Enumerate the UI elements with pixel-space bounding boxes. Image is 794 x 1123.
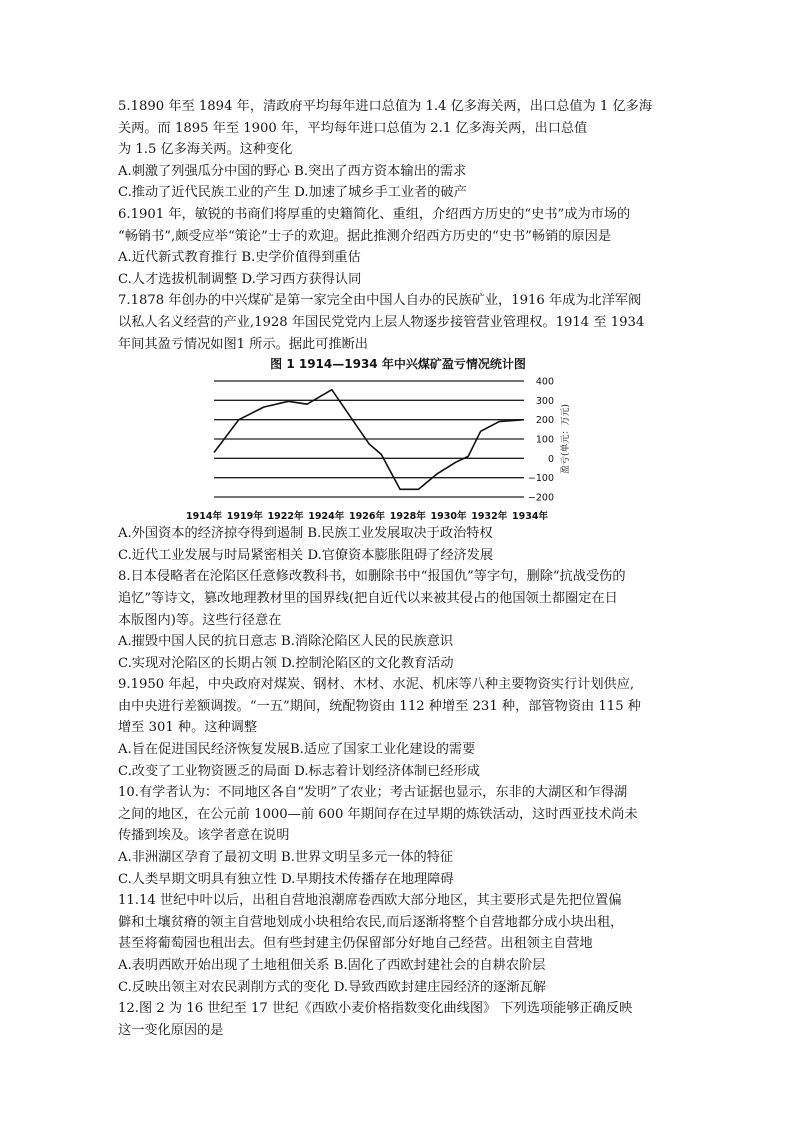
y-tick-label: −100 xyxy=(527,473,554,485)
answer-options-line: A.旨在促进国民经济恢复发展B.适应了国家工业化建设的需要 xyxy=(118,742,476,758)
y-tick-label: 0 xyxy=(547,453,554,465)
question-stem-line: 10.有学者认为：不同地区各自“发明”了农业；考古证据也显示，东非的大湖区和乍得湖 xyxy=(118,785,628,801)
question-stem-line: 8.日本侵略者在沦陷区任意修改教科书，如删除书中“报国仇”等字句，删除“抗战受伤的 xyxy=(118,569,626,585)
y-axis-label: 盈亏(单元：万元) xyxy=(561,404,571,475)
question-8 xyxy=(118,566,678,674)
answer-options-line: C.改变了工业物资匮乏的局面 D.标志着计划经济体制已经形成 xyxy=(118,763,480,779)
y-tick-label: 200 xyxy=(535,415,554,427)
y-tick-label: 400 xyxy=(535,376,554,388)
question-stem-line: 11.14 世纪中叶以后，出租自营地浪潮席卷西欧大部分地区，其主要形式是先把位置偏 xyxy=(118,893,622,909)
question-stem-line: 由中央进行差额调拨。“一五”期间，统配物资由 112 种增至 231 种，部管物资由 115 种 xyxy=(118,698,641,714)
answer-options-line: A.外国资本的经济掠夺得到遏制 B.民族工业发展取决于政治特权 xyxy=(118,526,493,542)
x-tick-label: 1934年 xyxy=(512,511,548,523)
question-stem-line: 本版图内)等。这些行径意在 xyxy=(118,612,282,628)
question-9 xyxy=(118,674,678,782)
question-stem-line: 传播到埃及。该学者意在说明 xyxy=(118,828,290,844)
figure-1-title: 图 1 1914—1934 年中兴煤矿盈亏情况统计图 xyxy=(270,357,526,372)
x-tick-label: 1914年 xyxy=(186,511,222,523)
answer-options-line: A.摧毁中国人民的抗日意志 B.消除沦陷区人民的民族意识 xyxy=(118,634,454,650)
y-tick-label: 300 xyxy=(535,395,554,407)
answer-options-line: C.反映出领主对农民剥削方式的变化 D.导致西欧封建庄园经济的逐渐瓦解 xyxy=(118,979,546,995)
answer-options-line: C.人才选拔机制调整 D.学习西方获得认同 xyxy=(118,271,362,287)
question-6 xyxy=(118,204,678,290)
question-stem-line: 7.1878 年创办的中兴煤矿是第一家完全由中国人自办的民族矿业，1916 年成为北洋军阀 xyxy=(118,293,642,309)
question-stem-line: 甚至将葡萄园也租出去。但有些封建主仍保留部分好地自己经营。出租领主自营地 xyxy=(118,936,593,952)
x-tick-label: 1928年 xyxy=(389,511,426,523)
profit-loss-line-chart xyxy=(186,373,652,523)
question-5 xyxy=(118,96,678,204)
x-tick-label: 1926年 xyxy=(349,511,385,523)
question-stem-line: 为 1.5 亿多海关两。这种变化 xyxy=(118,142,293,158)
question-stem-line: 这一变化原因的是 xyxy=(118,1022,224,1038)
question-stem-line: 5.1890 年至 1894 年，清政府平均每年进口总值为 1.4 亿多海关两，出口总值为 1 亿多海 xyxy=(118,99,653,114)
question-stem-line: 关两。而 1895 年至 1900 年，平均每年进口总值为 2.1 亿多海关两，出口总值 xyxy=(118,120,588,136)
question-stem-line: 僻和土壤贫瘠的领主自营地划成小块租给农民,而后逐渐将整个自营地都分成小块出租， xyxy=(118,914,624,930)
x-tick-label: 1924年 xyxy=(308,511,345,523)
answer-options-line: C.实现对沦陷区的长期占领 D.控制沦陷区的文化教育活动 xyxy=(118,655,454,671)
answer-options-line: A.近代新式教育推行 B.史学价值得到重估 xyxy=(118,250,361,266)
question-stem-line: 以私人名义经营的产业,1928 年国民党党内上层人物逐步接管营业管理权。1914 至 1934 xyxy=(118,314,645,330)
exam-page xyxy=(118,96,678,1041)
question-12 xyxy=(118,998,678,1041)
x-tick-label: 1932年 xyxy=(471,511,508,523)
question-stem-line: 9.1950 年起，中央政府对煤炭、钢材、木材、水泥、机床等八种主要物资实行计划供应, xyxy=(118,677,635,693)
answer-options-line: A.非洲湖区孕育了最初文明 B.世界文明呈多元一体的特征 xyxy=(118,850,454,866)
answer-options-line: C.近代工业发展与时局紧密相关 D.官僚资本膨胀阻碍了经济发展 xyxy=(118,547,494,563)
question-stem-line: “畅销书”,颇受应举“策论”士子的欢迎。据此推测介绍西方历史的“史书”畅销的原因是 xyxy=(118,228,612,244)
answer-options-line: A.刺激了列强瓜分中国的野心 B.突出了西方资本输出的需求 xyxy=(118,163,467,179)
y-tick-label: −200 xyxy=(527,492,554,504)
question-10 xyxy=(118,782,678,890)
x-tick-label: 1919年 xyxy=(226,511,263,523)
y-tick-label: 100 xyxy=(535,434,554,446)
answer-options-line: A.表明西欧开始出现了土地租佃关系 B.固化了西欧封建社会的自耕农阶层 xyxy=(118,958,546,973)
question-stem-line: 6.1901 年，敏锐的书商们将厚重的史籍简化、重组，介绍西方历史的“史书”成为市场的 xyxy=(118,206,631,222)
question-stem-line: 12.图 2 为 16 世纪至 17 世纪《西欧小麦价格指数变化曲线图》 下列选项能够正确反映 xyxy=(118,1001,633,1017)
question-stem-line: 增至 301 种。这种调整 xyxy=(118,720,258,736)
answer-options-line: C.推动了近代民族工业的产生 D.加速了城乡手工业者的破产 xyxy=(118,185,467,201)
answer-options-line: C.人类早期文明具有独立性 D.早期技术传播存在地理障碍 xyxy=(118,871,454,887)
question-7 xyxy=(118,290,678,566)
question-11 xyxy=(118,890,678,998)
question-stem-line: 之间的地区，在公元前 1000—前 600 年期间存在过早期的炼铁活动，这时西亚技术尚未 xyxy=(118,806,638,822)
question-stem-line: 年间其盈亏情况如图1 所示。据此可推断出 xyxy=(118,336,368,352)
x-tick-label: 1930年 xyxy=(430,511,467,523)
question-stem-line: 追忆”等诗文，篡改地理教材里的国界线(把自近代以来被其侵占的他国领土都圈定在日 xyxy=(118,590,618,606)
x-tick-label: 1922年 xyxy=(267,511,304,523)
